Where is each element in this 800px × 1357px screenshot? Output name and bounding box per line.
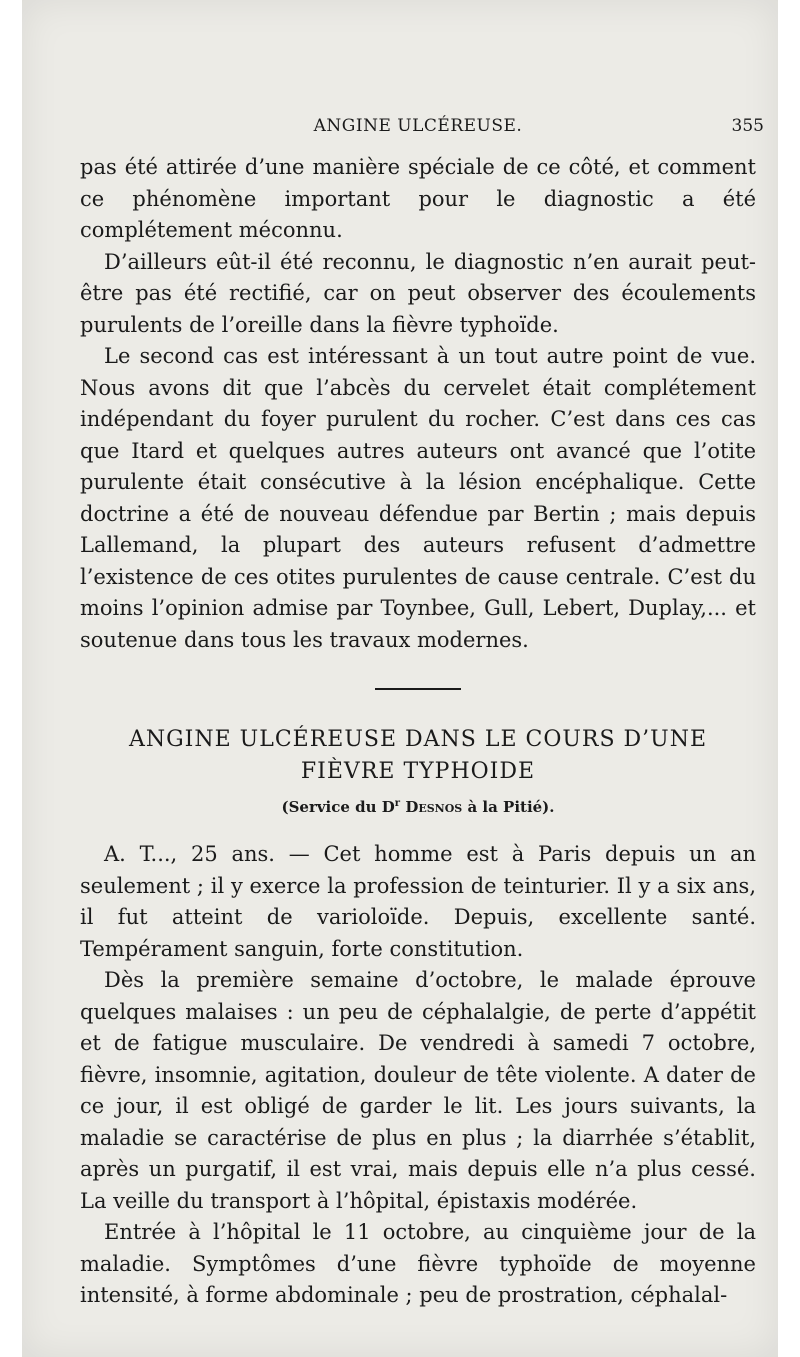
running-title: ANGINE ULCÉREUSE. xyxy=(313,116,523,136)
running-head xyxy=(80,112,764,152)
section-title-line1: ANGINE ULCÉREUSE DANS LE COURS D’UNE xyxy=(128,727,708,752)
section-divider xyxy=(375,688,461,690)
section-title-line2: FIÈVRE TYPHOIDE xyxy=(300,759,536,784)
paragraph-admission: Entrée à l’hôpital le 11 octobre, au cinquième jour de la maladie. Symptômes d’une fièvre typhoïde de moyenne intensité, à forme abdominale ; peu de prostration, céphalal- xyxy=(80,1220,756,1307)
service-name: Desnos xyxy=(405,798,463,816)
paragraph-patient: A. T..., 25 ans. — Cet homme est à Paris depuis un an seulement ; il y exerce la profession de teinturier. Il y a six ans, il fut atteint de varioloïde. Depuis, excellente santé. Tempérament sanguin, forte constitution. xyxy=(80,842,756,961)
service-sup: r xyxy=(394,798,401,809)
paragraph-diagnostic: D’ailleurs eût-il été reconnu, le diagnostic n’en aurait peut-être pas été rectifié, car on peut observer des écoulements purulents de l’oreille dans la fièvre typhoïde. xyxy=(80,249,756,337)
paragraph-continuation: pas été attirée d’une manière spéciale de ce côté, et comment ce phénomène important pour le diagnostic a été complétement méconnu. xyxy=(80,155,756,242)
paragraph-second-case: Le second cas est intéressant à un tout autre point de vue. Nous avons dit que l’abcès du cervelet était complétement indépendant du foyer purulent du rocher. C’est dans ces cas que Itard et quelques autres auteurs ont avancé que l’otite purulente était consécutive à la lésion encéphalique. Cette doctrine a été de nouveau défendue par Bertin ; mais depuis Lallemand, la plupart des auteurs refusent d’admettre l’existence de ces otites purulentes de cause centrale. C’est du moins l’opinion admise par Toynbee, Gull, Lebert, Duplay,... et soutenue dans tous les travaux modernes. xyxy=(80,344,756,652)
service-prefix: (Service du D xyxy=(281,798,395,816)
section-subtitle xyxy=(80,792,756,819)
section-title xyxy=(80,724,756,788)
service-suffix: à la Pitié). xyxy=(462,798,555,816)
page-number: 355 xyxy=(731,116,764,136)
book-page xyxy=(80,112,764,1312)
paragraph-onset: Dès la première semaine d’octobre, le malade éprouve quelques malaises : un peu de céphalalgie, de perte d’appétit et de fatigue musculaire. De vendredi à samedi 7 octobre, fièvre, insomnie, agitation, douleur de tête violente. A dater de ce jour, il est obligé de garder le lit. Les jours suivants, la maladie se caractérise de plus en plus ; la diarrhée s’établit, après un purgatif, il est vrai, mais depuis elle n’a plus cessé. La veille du transport à l’hôpital, épistaxis modérée. xyxy=(80,968,756,1213)
